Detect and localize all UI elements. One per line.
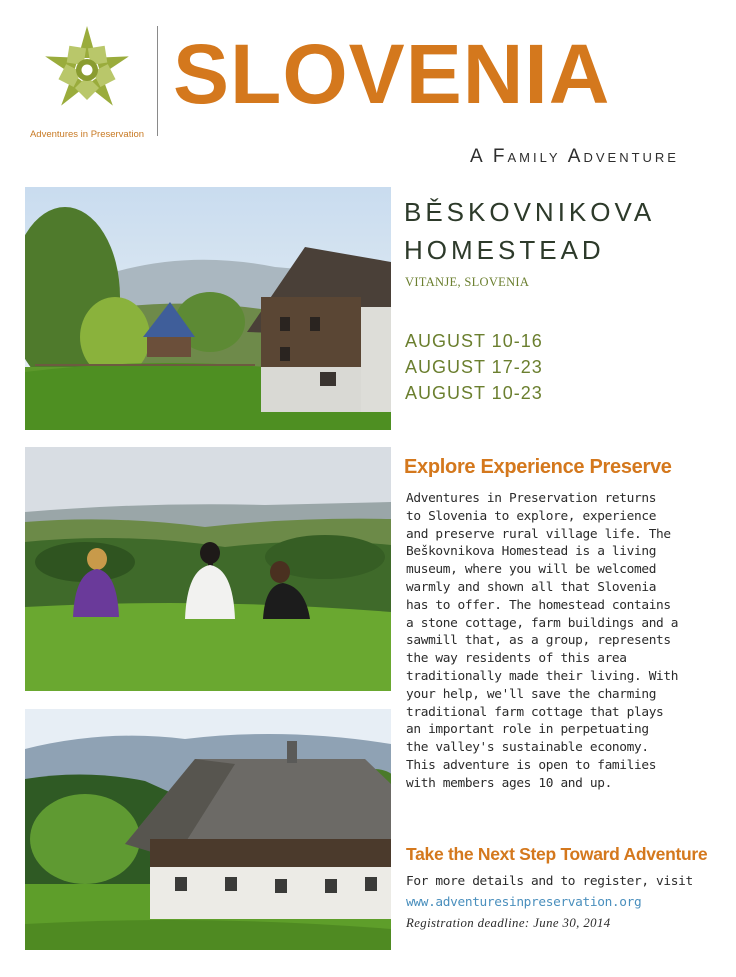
next-step-heading: Take the Next Step Toward Adventure	[406, 844, 708, 864]
website-link[interactable]: www.adventuresinpreservation.org	[406, 895, 642, 910]
description-line: Beškovnikova Homestead is a living	[406, 544, 657, 560]
description-line: has to offer. The homestead contains	[406, 597, 671, 613]
star-logo-icon	[22, 22, 152, 132]
description-line: an important role in perpetuating	[406, 722, 649, 738]
description-line: traditional farm cottage that plays	[406, 704, 664, 720]
date-list	[405, 328, 543, 406]
registration-deadline: Registration deadline: June 30, 2014	[406, 916, 611, 930]
description-line: This adventure is open to families	[406, 757, 657, 773]
location-label: VITANJE, SLOVENIA	[405, 275, 530, 289]
header-divider	[157, 26, 158, 136]
description-line: traditionally made their living. With	[406, 668, 679, 684]
description-line: your help, we'll save the charming	[406, 686, 657, 702]
description-line: to Slovenia to explore, experience	[406, 508, 657, 524]
description-line: sawmill that, as a group, represents	[406, 633, 671, 649]
hillside-image	[25, 447, 391, 691]
date-item: AUGUST 10-16	[405, 331, 543, 351]
date-item: AUGUST 10-23	[405, 383, 543, 403]
homestead-name-line2: HOMESTEAD	[404, 235, 605, 265]
description-line: and preserve rural village life. The	[406, 526, 671, 542]
homestead-image	[25, 187, 391, 430]
description-line: warmly and shown all that Slovenia	[406, 579, 657, 595]
explore-heading: Explore Experience Preserve	[404, 456, 672, 478]
description-line: the way residents of this area	[406, 651, 627, 667]
description-line: the valley's sustainable economy.	[406, 740, 649, 756]
description-text	[406, 490, 718, 793]
logo-text: Adventures in Preservation	[29, 129, 145, 140]
description-line: a stone cottage, farm buildings and a	[406, 615, 679, 631]
aip-logo	[22, 22, 152, 142]
description-line: with members ages 10 and up.	[406, 775, 612, 791]
homestead-photo	[25, 187, 391, 430]
cottage-image	[25, 709, 391, 950]
description-line: museum, where you will be welcomed	[406, 562, 657, 578]
description-line: Adventures in Preservation returns	[406, 491, 657, 506]
homestead-name	[404, 193, 724, 269]
details-text: For more details and to register, visit	[406, 874, 693, 889]
date-item: AUGUST 17-23	[405, 357, 543, 377]
page-subtitle: A Family Adventure	[470, 146, 679, 167]
farm-cottage-photo	[25, 709, 391, 950]
hillside-people-photo	[25, 447, 391, 691]
page-title: SLOVENIA	[173, 27, 611, 121]
homestead-name-line1: BĚSKOVNIKOVA	[404, 197, 656, 227]
